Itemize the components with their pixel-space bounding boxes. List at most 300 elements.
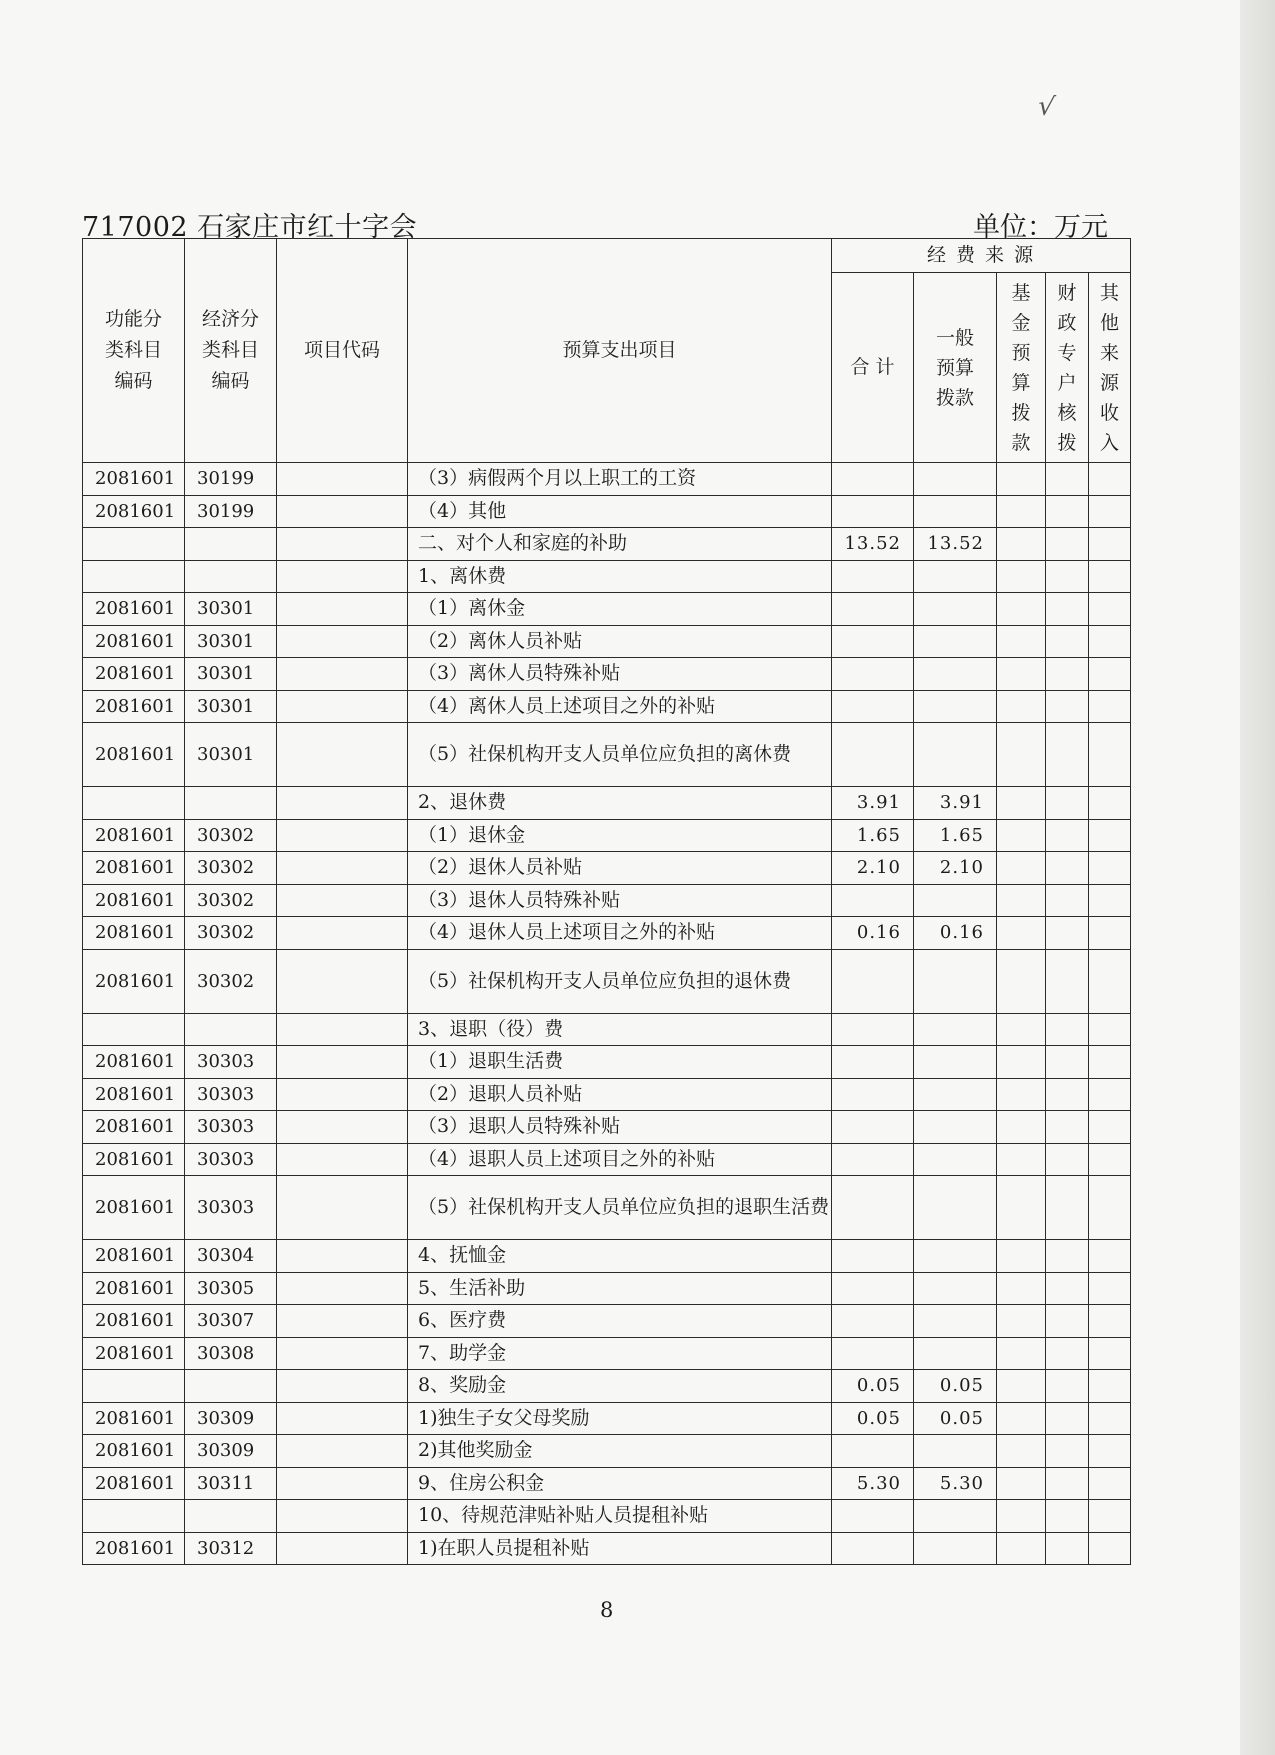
table-row [83, 1500, 1131, 1533]
econ-code-cell: 30305 [185, 1272, 277, 1305]
header-fund-text: 基金预算拨款 [1011, 281, 1031, 454]
item-cell: 1)在职人员提租补贴 [408, 1532, 832, 1565]
general-cell [914, 560, 997, 593]
fund-cell [997, 463, 1046, 496]
total-cell [832, 690, 914, 723]
fund-cell [997, 560, 1046, 593]
fund-cell [997, 625, 1046, 658]
project-code-cell [277, 1176, 408, 1240]
econ-code-cell: 30302 [185, 819, 277, 852]
table-row [83, 1337, 1131, 1370]
fiscal-cell [1046, 1240, 1089, 1273]
fiscal-cell [1046, 1402, 1089, 1435]
item-cell: （4）退职人员上述项目之外的补贴 [408, 1143, 832, 1176]
project-code-cell [277, 1370, 408, 1403]
fiscal-cell [1046, 884, 1089, 917]
fiscal-cell [1046, 1111, 1089, 1144]
table-row [83, 1467, 1131, 1500]
project-code-cell [277, 1143, 408, 1176]
econ-code-cell: 30301 [185, 658, 277, 691]
scan-edge [1240, 0, 1275, 1755]
econ-code-cell: 30199 [185, 495, 277, 528]
fund-cell [997, 1240, 1046, 1273]
econ-code-cell: 30301 [185, 593, 277, 626]
project-code-cell [277, 560, 408, 593]
project-code-cell [277, 1305, 408, 1338]
total-cell [832, 1046, 914, 1079]
total-cell [832, 723, 914, 787]
header-other-text: 其他来源收入 [1100, 281, 1120, 454]
econ-code-cell [185, 787, 277, 820]
project-code-cell [277, 819, 408, 852]
item-cell: （4）退休人员上述项目之外的补贴 [408, 917, 832, 950]
other-cell [1089, 1046, 1131, 1079]
general-cell [914, 1337, 997, 1370]
general-cell: 5.30 [914, 1467, 997, 1500]
func-code-cell: 2081601 [83, 495, 185, 528]
total-cell [832, 1176, 914, 1240]
fund-cell [997, 495, 1046, 528]
other-cell [1089, 1143, 1131, 1176]
other-cell [1089, 625, 1131, 658]
other-cell [1089, 495, 1131, 528]
fiscal-cell [1046, 917, 1089, 950]
item-cell: 8、奖励金 [408, 1370, 832, 1403]
fund-cell [997, 917, 1046, 950]
fund-cell [997, 658, 1046, 691]
item-cell: （5）社保机构开支人员单位应负担的离休费 [408, 723, 832, 787]
fiscal-cell [1046, 1046, 1089, 1079]
project-code-cell [277, 917, 408, 950]
total-cell: 5.30 [832, 1467, 914, 1500]
econ-code-cell: 30312 [185, 1532, 277, 1565]
table-row [83, 625, 1131, 658]
econ-code-cell: 30302 [185, 884, 277, 917]
func-code-cell [83, 787, 185, 820]
project-code-cell [277, 1532, 408, 1565]
fiscal-cell [1046, 560, 1089, 593]
fund-cell [997, 1370, 1046, 1403]
item-cell: 7、助学金 [408, 1337, 832, 1370]
item-cell: 2)其他奖励金 [408, 1435, 832, 1468]
general-cell [914, 658, 997, 691]
econ-code-cell: 30303 [185, 1078, 277, 1111]
table-row [83, 852, 1131, 885]
table-row [83, 1143, 1131, 1176]
other-cell [1089, 1370, 1131, 1403]
fiscal-cell [1046, 723, 1089, 787]
func-code-cell: 2081601 [83, 949, 185, 1013]
general-cell [914, 625, 997, 658]
total-cell [832, 949, 914, 1013]
header-func-code-text: 功能分类科目编码 [104, 308, 162, 392]
project-code-cell [277, 1013, 408, 1046]
table-row [83, 819, 1131, 852]
total-cell [832, 560, 914, 593]
func-code-cell [83, 1370, 185, 1403]
header-fund [997, 273, 1046, 463]
econ-code-cell: 30308 [185, 1337, 277, 1370]
func-code-cell: 2081601 [83, 690, 185, 723]
other-cell [1089, 690, 1131, 723]
project-code-cell [277, 1435, 408, 1468]
fiscal-cell [1046, 625, 1089, 658]
other-cell [1089, 560, 1131, 593]
header-fiscal [1046, 273, 1089, 463]
item-cell: 2、退休费 [408, 787, 832, 820]
project-code-cell [277, 1500, 408, 1533]
func-code-cell: 2081601 [83, 1532, 185, 1565]
econ-code-cell [185, 1500, 277, 1533]
fiscal-cell [1046, 1078, 1089, 1111]
table-row [83, 1176, 1131, 1240]
fund-cell [997, 949, 1046, 1013]
econ-code-cell: 30301 [185, 690, 277, 723]
fund-cell [997, 1435, 1046, 1468]
fiscal-cell [1046, 1272, 1089, 1305]
general-cell [914, 1305, 997, 1338]
total-cell [832, 1532, 914, 1565]
other-cell [1089, 593, 1131, 626]
general-cell [914, 1240, 997, 1273]
project-code-cell [277, 658, 408, 691]
general-cell [914, 884, 997, 917]
func-code-cell: 2081601 [83, 1402, 185, 1435]
item-cell: （1）退职生活费 [408, 1046, 832, 1079]
other-cell [1089, 949, 1131, 1013]
project-code-cell [277, 1337, 408, 1370]
func-code-cell [83, 528, 185, 561]
fund-cell [997, 884, 1046, 917]
func-code-cell: 2081601 [83, 917, 185, 950]
unit-label: 单位：万元 [973, 212, 1108, 243]
other-cell [1089, 1305, 1131, 1338]
total-cell [832, 593, 914, 626]
item-cell: 4、抚恤金 [408, 1240, 832, 1273]
func-code-cell: 2081601 [83, 1176, 185, 1240]
func-code-cell: 2081601 [83, 723, 185, 787]
fund-cell [997, 852, 1046, 885]
fund-cell [997, 1467, 1046, 1500]
fiscal-cell [1046, 658, 1089, 691]
fiscal-cell [1046, 1337, 1089, 1370]
general-cell: 2.10 [914, 852, 997, 885]
fund-cell [997, 1143, 1046, 1176]
econ-code-cell [185, 560, 277, 593]
other-cell [1089, 1013, 1131, 1046]
project-code-cell [277, 852, 408, 885]
func-code-cell: 2081601 [83, 658, 185, 691]
table-row [83, 463, 1131, 496]
other-cell [1089, 1272, 1131, 1305]
other-cell [1089, 723, 1131, 787]
other-cell [1089, 463, 1131, 496]
other-cell [1089, 787, 1131, 820]
general-cell [914, 1143, 997, 1176]
check-mark: √ [1035, 90, 1057, 124]
table-row [83, 1111, 1131, 1144]
project-code-cell [277, 723, 408, 787]
general-cell: 1.65 [914, 819, 997, 852]
project-code-cell [277, 1467, 408, 1500]
total-cell: 0.16 [832, 917, 914, 950]
econ-code-cell [185, 1013, 277, 1046]
func-code-cell: 2081601 [83, 1337, 185, 1370]
fund-cell [997, 1013, 1046, 1046]
fiscal-cell [1046, 593, 1089, 626]
econ-code-cell: 30302 [185, 917, 277, 950]
general-cell: 0.16 [914, 917, 997, 950]
item-cell: （3）退休人员特殊补贴 [408, 884, 832, 917]
func-code-cell: 2081601 [83, 625, 185, 658]
fiscal-cell [1046, 1532, 1089, 1565]
other-cell [1089, 1240, 1131, 1273]
item-cell: （4）离休人员上述项目之外的补贴 [408, 690, 832, 723]
general-cell [914, 1176, 997, 1240]
item-cell: 1)独生子女父母奖励 [408, 1402, 832, 1435]
header-fiscal-text: 财政专户核拨 [1057, 281, 1077, 454]
other-cell [1089, 852, 1131, 885]
table-row [83, 1013, 1131, 1046]
table-row [83, 560, 1131, 593]
organization-title: 717002 石家庄市红十字会 [82, 212, 418, 243]
total-cell [832, 625, 914, 658]
general-cell [914, 1272, 997, 1305]
fiscal-cell [1046, 787, 1089, 820]
item-cell: 1、离休费 [408, 560, 832, 593]
general-cell [914, 949, 997, 1013]
project-code-cell [277, 884, 408, 917]
other-cell [1089, 1337, 1131, 1370]
item-cell: 6、医疗费 [408, 1305, 832, 1338]
func-code-cell: 2081601 [83, 1143, 185, 1176]
project-code-cell [277, 593, 408, 626]
fund-cell [997, 1402, 1046, 1435]
other-cell [1089, 1467, 1131, 1500]
fund-cell [997, 1305, 1046, 1338]
total-cell: 3.91 [832, 787, 914, 820]
general-cell [914, 495, 997, 528]
table-row [83, 1435, 1131, 1468]
item-cell: （3）退职人员特殊补贴 [408, 1111, 832, 1144]
func-code-cell [83, 1013, 185, 1046]
table-row [83, 1370, 1131, 1403]
table-row [83, 1078, 1131, 1111]
table-row [83, 1240, 1131, 1273]
item-cell: 二、对个人和家庭的补助 [408, 528, 832, 561]
table-row [83, 690, 1131, 723]
table-row [83, 884, 1131, 917]
other-cell [1089, 1078, 1131, 1111]
item-cell: （5）社保机构开支人员单位应负担的退职生活费 [408, 1176, 832, 1240]
total-cell [832, 884, 914, 917]
fund-cell [997, 593, 1046, 626]
general-cell [914, 1046, 997, 1079]
fund-cell [997, 1111, 1046, 1144]
total-cell [832, 1272, 914, 1305]
table-row [83, 949, 1131, 1013]
general-cell [914, 1435, 997, 1468]
table-row [83, 1305, 1131, 1338]
econ-code-cell: 30303 [185, 1143, 277, 1176]
general-cell [914, 1078, 997, 1111]
econ-code-cell: 30301 [185, 625, 277, 658]
fiscal-cell [1046, 949, 1089, 1013]
fiscal-cell [1046, 1013, 1089, 1046]
fiscal-cell [1046, 819, 1089, 852]
func-code-cell: 2081601 [83, 819, 185, 852]
item-cell: （4）其他 [408, 495, 832, 528]
func-code-cell: 2081601 [83, 852, 185, 885]
fiscal-cell [1046, 1467, 1089, 1500]
table-row [83, 1272, 1131, 1305]
econ-code-cell [185, 528, 277, 561]
item-cell: （2）退休人员补贴 [408, 852, 832, 885]
project-code-cell [277, 690, 408, 723]
fiscal-cell [1046, 852, 1089, 885]
project-code-cell [277, 528, 408, 561]
general-cell [914, 1111, 997, 1144]
project-code-cell [277, 787, 408, 820]
total-cell [832, 463, 914, 496]
header-econ-code-text: 经济分类科目编码 [201, 308, 259, 392]
fund-cell [997, 1272, 1046, 1305]
other-cell [1089, 1532, 1131, 1565]
fund-cell [997, 787, 1046, 820]
table-row [83, 1532, 1131, 1565]
header-total: 合 计 [832, 273, 914, 463]
page-number: 8 [600, 1598, 614, 1622]
table-row [83, 495, 1131, 528]
project-code-cell [277, 1272, 408, 1305]
fiscal-cell [1046, 1143, 1089, 1176]
other-cell [1089, 658, 1131, 691]
total-cell [832, 658, 914, 691]
total-cell [832, 1500, 914, 1533]
fiscal-cell [1046, 1370, 1089, 1403]
project-code-cell [277, 1240, 408, 1273]
header-general [914, 273, 997, 463]
other-cell [1089, 1111, 1131, 1144]
item-cell: （2）离休人员补贴 [408, 625, 832, 658]
header-econ-code [185, 239, 277, 463]
fiscal-cell [1046, 495, 1089, 528]
econ-code-cell: 30303 [185, 1046, 277, 1079]
project-code-cell [277, 1402, 408, 1435]
table-row [83, 1046, 1131, 1079]
item-cell: （5）社保机构开支人员单位应负担的退休费 [408, 949, 832, 1013]
general-cell [914, 1013, 997, 1046]
header-general-text: 一般预算拨款 [935, 326, 974, 409]
header-project-code: 项目代码 [277, 239, 408, 463]
econ-code-cell: 30311 [185, 1467, 277, 1500]
header-func-code [83, 239, 185, 463]
project-code-cell [277, 949, 408, 1013]
total-cell [832, 1435, 914, 1468]
fund-cell [997, 528, 1046, 561]
general-cell: 3.91 [914, 787, 997, 820]
total-cell: 0.05 [832, 1402, 914, 1435]
project-code-cell [277, 495, 408, 528]
item-cell: 9、住房公积金 [408, 1467, 832, 1500]
other-cell [1089, 884, 1131, 917]
project-code-cell [277, 625, 408, 658]
fund-cell [997, 690, 1046, 723]
item-cell: 5、生活补助 [408, 1272, 832, 1305]
func-code-cell [83, 1500, 185, 1533]
header-funding-source: 经 费 来 源 [832, 239, 1131, 273]
func-code-cell: 2081601 [83, 1046, 185, 1079]
general-cell [914, 593, 997, 626]
fiscal-cell [1046, 1305, 1089, 1338]
econ-code-cell: 30309 [185, 1435, 277, 1468]
econ-code-cell: 30301 [185, 723, 277, 787]
other-cell [1089, 1500, 1131, 1533]
item-cell: （3）病假两个月以上职工的工资 [408, 463, 832, 496]
func-code-cell: 2081601 [83, 1435, 185, 1468]
econ-code-cell: 30199 [185, 463, 277, 496]
func-code-cell: 2081601 [83, 1240, 185, 1273]
total-cell [832, 495, 914, 528]
table-row [83, 658, 1131, 691]
fund-cell [997, 1046, 1046, 1079]
table-row [83, 917, 1131, 950]
general-cell: 13.52 [914, 528, 997, 561]
budget-table [82, 238, 1131, 1565]
item-cell: （2）退职人员补贴 [408, 1078, 832, 1111]
func-code-cell: 2081601 [83, 1467, 185, 1500]
econ-code-cell [185, 1370, 277, 1403]
econ-code-cell: 30309 [185, 1402, 277, 1435]
fund-cell [997, 1078, 1046, 1111]
total-cell: 1.65 [832, 819, 914, 852]
item-cell: （3）离休人员特殊补贴 [408, 658, 832, 691]
item-cell: （1）退休金 [408, 819, 832, 852]
general-cell: 0.05 [914, 1402, 997, 1435]
general-cell [914, 463, 997, 496]
total-cell [832, 1078, 914, 1111]
func-code-cell: 2081601 [83, 1111, 185, 1144]
general-cell [914, 1532, 997, 1565]
table-row [83, 528, 1131, 561]
project-code-cell [277, 1046, 408, 1079]
fund-cell [997, 1337, 1046, 1370]
total-cell: 2.10 [832, 852, 914, 885]
total-cell [832, 1143, 914, 1176]
project-code-cell [277, 1111, 408, 1144]
item-cell: （1）离休金 [408, 593, 832, 626]
total-cell [832, 1013, 914, 1046]
project-code-cell [277, 1078, 408, 1111]
fiscal-cell [1046, 690, 1089, 723]
table-row [83, 723, 1131, 787]
fund-cell [997, 723, 1046, 787]
econ-code-cell: 30302 [185, 852, 277, 885]
econ-code-cell: 30303 [185, 1111, 277, 1144]
fund-cell [997, 1176, 1046, 1240]
total-cell [832, 1337, 914, 1370]
fiscal-cell [1046, 528, 1089, 561]
header-other [1089, 273, 1131, 463]
item-cell: 3、退职（役）费 [408, 1013, 832, 1046]
table-row [83, 787, 1131, 820]
table-row [83, 593, 1131, 626]
total-cell: 0.05 [832, 1370, 914, 1403]
general-cell [914, 723, 997, 787]
func-code-cell: 2081601 [83, 1272, 185, 1305]
fiscal-cell [1046, 1176, 1089, 1240]
total-cell [832, 1305, 914, 1338]
